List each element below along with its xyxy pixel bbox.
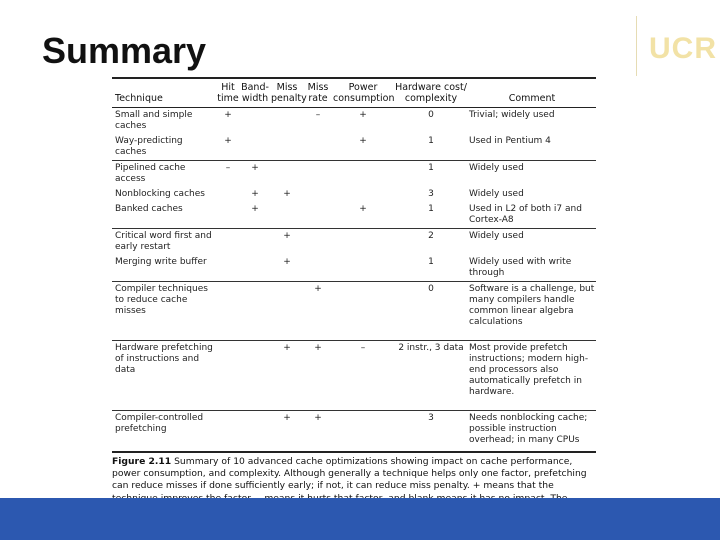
cell-comment: Trivial; widely used (469, 110, 555, 120)
cell-bandwidth: + (251, 163, 259, 173)
summary-figure (112, 77, 596, 517)
cell-comment: Used in L2 of both i7 and Cortex-A8 (468, 202, 596, 229)
cell-technique: Compiler-controlled prefetching (115, 413, 204, 434)
cell-miss-rate: + (304, 341, 332, 411)
cell-bandwidth (240, 341, 270, 411)
cell-technique: Critical word first and early restart (115, 231, 212, 252)
cell-hit-time: – (225, 163, 231, 173)
optimization-table (112, 79, 596, 448)
cell-hit-time (216, 255, 240, 282)
cell-technique: Nonblocking caches (115, 189, 205, 199)
cell-miss-penalty (270, 108, 304, 135)
table-row (112, 134, 596, 161)
cell-miss-penalty: + (283, 189, 291, 199)
cell-technique: Hardware prefetching of instructions and data (112, 341, 216, 411)
logo-area (636, 16, 717, 76)
cell-power (332, 161, 394, 188)
cell-technique: Merging write buffer (112, 255, 216, 282)
cell-bandwidth (240, 134, 270, 161)
cell-miss-rate (304, 134, 332, 161)
cell-hit-time (216, 282, 240, 341)
cell-power (332, 229, 394, 256)
cell-hit-time (216, 202, 240, 229)
table-row (112, 202, 596, 229)
cell-bandwidth (240, 108, 270, 135)
table-row (112, 341, 596, 411)
cell-technique: Banked caches (112, 202, 216, 229)
header-miss-rate: Miss rate (304, 79, 332, 108)
cell-hw-cost: 0 (394, 282, 468, 341)
cell-hit-time: + (224, 110, 232, 120)
cell-technique: Compiler techniques to reduce cache misses (112, 282, 216, 341)
cell-comment: Used in Pentium 4 (468, 134, 596, 161)
cell-miss-rate (304, 229, 332, 256)
cell-miss-rate: + (304, 282, 332, 341)
cell-power (332, 282, 394, 341)
header-miss-penalty: Miss penalty (270, 79, 304, 108)
table-row (112, 229, 596, 256)
cell-miss-rate: + (314, 413, 322, 423)
cell-power (332, 187, 394, 202)
cell-hw-cost: 1 (394, 255, 468, 282)
cell-miss-rate (304, 202, 332, 229)
cell-hit-time (216, 187, 240, 202)
cell-hit-time (216, 411, 240, 449)
cell-hw-cost: 2 (428, 231, 434, 241)
cell-miss-penalty (270, 161, 304, 188)
cell-miss-penalty: + (283, 413, 291, 423)
header-hit-time: Hit time (216, 79, 240, 108)
cell-hw-cost: 1 (394, 202, 468, 229)
caption-text: Summary of 10 advanced cache optimizations showing impact on cache performance, power consumption, and complexity. Although generally a technique helps only one factor, prefetching can reduce misses if done sufficiently early; if not, it can reduce miss penalty. + means that the (112, 456, 587, 492)
header-comment: Comment (468, 79, 596, 108)
ucr-logo: UCR (649, 32, 717, 65)
cell-bandwidth (240, 282, 270, 341)
header-technique: Technique (112, 79, 216, 108)
cell-comment: Most provide prefetch instructions; modern high-end processors also automatically prefetch in hardware. (468, 341, 596, 411)
cell-comment: Widely used (469, 189, 524, 199)
cell-hw-cost: 1 (394, 134, 468, 161)
cell-comment: Needs nonblocking cache; possible instruction overhead; in many CPUs (469, 413, 588, 445)
table-row (112, 161, 596, 188)
cell-power: + (332, 134, 394, 161)
cell-miss-rate (304, 161, 332, 188)
cell-miss-penalty (270, 134, 304, 161)
cell-hit-time: + (216, 134, 240, 161)
cell-technique: Way-predicting caches (112, 134, 216, 161)
header-bandwidth: Band- width (240, 79, 270, 108)
table-row (112, 108, 596, 135)
cell-miss-penalty (270, 202, 304, 229)
cell-miss-penalty (270, 282, 304, 341)
cell-miss-rate (304, 255, 332, 282)
cell-comment: Widely used (469, 231, 524, 241)
table-row (112, 187, 596, 202)
caption-label: Figure 2.11 (112, 456, 172, 467)
cell-comment: Widely used (469, 163, 524, 173)
cell-miss-penalty: + (283, 231, 291, 241)
cell-miss-penalty: + (270, 255, 304, 282)
cell-comment: Widely used with write through (468, 255, 596, 282)
table-header-row (112, 79, 596, 108)
cell-power (332, 411, 394, 449)
cell-bandwidth (240, 229, 270, 256)
cell-technique: Small and simple caches (115, 110, 193, 131)
cell-bandwidth: + (240, 202, 270, 229)
cell-bandwidth (240, 411, 270, 449)
table-row (112, 411, 596, 449)
cell-miss-rate: – (315, 110, 321, 120)
cell-hw-cost: 0 (428, 110, 434, 120)
cell-comment: Software is a challenge, but many compilers handle common linear algebra calculations (468, 282, 596, 341)
cell-miss-penalty: + (270, 341, 304, 411)
table-row (112, 282, 596, 341)
cell-hw-cost: 3 (428, 413, 434, 423)
header-power: Power consumption (332, 79, 394, 108)
cell-power: + (332, 202, 394, 229)
cell-miss-rate (304, 187, 332, 202)
footer-bar (0, 498, 720, 540)
cell-hw-cost: 1 (428, 163, 434, 173)
cell-power: – (332, 341, 394, 411)
header-hw-cost: Hardware cost/ complexity (394, 79, 468, 108)
cell-technique: Pipelined cache access (115, 163, 186, 184)
slide-title: Summary (42, 30, 207, 71)
cell-bandwidth (240, 255, 270, 282)
table-row (112, 255, 596, 282)
cell-power (332, 255, 394, 282)
cell-hit-time (216, 229, 240, 256)
cell-power: + (359, 110, 367, 120)
cell-hw-cost: 2 instr., 3 data (394, 341, 468, 411)
cell-bandwidth: + (251, 189, 259, 199)
cell-hit-time (216, 341, 240, 411)
cell-hw-cost: 3 (428, 189, 434, 199)
